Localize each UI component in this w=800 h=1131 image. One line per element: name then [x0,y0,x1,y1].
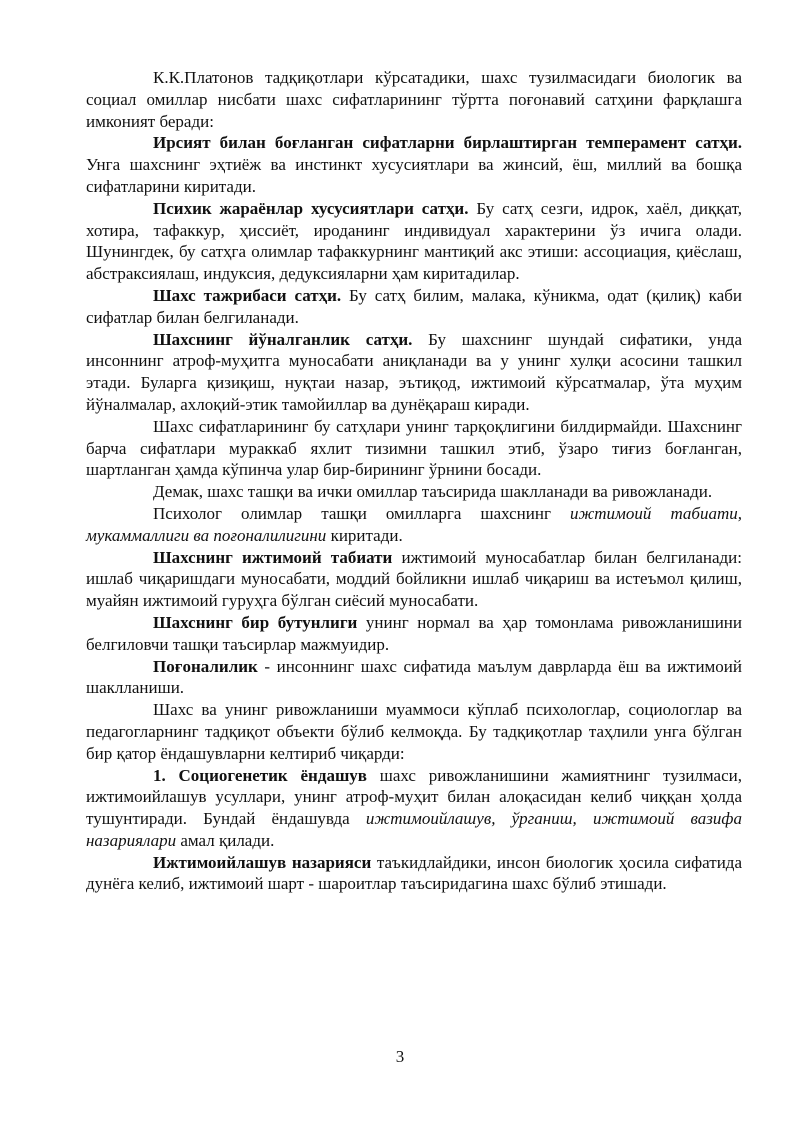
text-run: Унга шахснинг эҳтиёж ва инстинкт хусусиятлари ва жинсий, ёш, миллий ва бошқа сифатларини киритади. [86,155,742,196]
bold-term: Ижтимоийлашув назарияси [153,852,372,872]
paragraph [86,198,742,285]
bold-term: Поғоналилик [153,656,258,676]
bold-term: Ирсият билан боғланган сифатларни бирлаштирган темперамент сатҳи. [153,133,742,153]
bold-term: Шахснинг ижтимоий табиати [153,547,393,567]
paragraph [86,481,742,503]
text-run: К.К.Платонов тадқиқотлари кўрсатадики, шахс тузилмасидаги биологик ва социал омиллар нисбати шахс сифатларининг тўртта поғонавий сатҳини фарқлашга имконият беради: [86,68,742,131]
paragraph [86,699,742,764]
paragraph [86,416,742,481]
text-run: Шахс ва унинг ривожланиши муаммоси кўплаб психологлар, социологлар ва педагогларнинг тадқиқот объекти бўлиб келмоқда. Бу тадқиқотлар таҳлили унга бўлган бир қатор ёндашувларни келтириб чиқарди: [86,700,742,763]
text-run: киритади. [326,525,403,545]
bold-term: Шахснинг бир бутунлиги [153,612,358,632]
text-run: - инсоннинг шахс сифатида маълум даврларда ёш ва ижтимоий шаклланиши. [86,656,742,698]
text-run: Психолог олимлар ташқи омилларга шахснинг [153,503,570,523]
paragraph [86,612,742,656]
body-text [86,67,742,895]
bold-term: 1. Социогенетик ёндашув [153,765,367,785]
text-run: амал қилади. [176,830,275,850]
text-run: ижтимоий муносабатлар билан белгиланади: ишлаб чиқаришдаги муносабати, моддий бойликни ишлаб чиқариш ва истеъмол қилиш, муайян ижтимоий гуруҳга бўлган сиёсий муносабати. [86,547,742,611]
text-run: Бу сатҳ билим, малака, кўникма, одат (қилиқ) каби сифатлар билан белгиланади. [86,285,742,327]
page-number: 3 [395,1047,405,1066]
italic-phrase: ижтимоий табиати, мукаммаллиги ва поғоналилигини [86,503,743,545]
paragraph [86,329,742,416]
text-run: Бу сатҳ сезги, идрок, хаёл, диққат, хотира, тафаккур, ҳиссиёт, ироданинг индивидуал характерини ўз ичига олади. Шунингдек, бу сатҳга олимлар тафаккурнинг мантиқий акс этиши: ассоциация, қиёслаш, абстраксиялаш, индуксия, дедуксияларни ҳам киритадилар. [86,198,743,284]
paragraph [86,132,742,197]
text-run: Демак, шахс ташқи ва ички омиллар таъсирида шаклланади ва ривожланади. [153,482,713,502]
paragraph [86,656,742,700]
bold-term: Шахснинг йўналганлик сатҳи. [153,329,413,349]
paragraph [86,67,742,132]
text-run: Бу шахснинг шундай сифатики, унда инсоннинг атроф-муҳитга муносабати аниқланади ва у унинг хулқи асосини ташкил этади. Буларга қизиқиш, нуқтаи назар, эътиқод, ижтимоий кўрсатмалар, ўта муҳим йўналмалар, ахлоқий-этик тамойиллар ва дунёқараш киради. [86,329,742,414]
text-run: Шахс сифатларининг бу сатҳлари унинг тарқоқлигини билдирмайди. Шахснинг барча сифатлари мураккаб яхлит тизимни ташкил этиб, ўзаро тиғиз боғланган, шартланган ҳамда кўпинча улар бир-бирининг ўрнини босади. [86,416,742,480]
paragraph [86,503,742,547]
paragraph [86,285,742,329]
text-run: унинг нормал ва ҳар томонлама ривожланишини белгиловчи ташқи таъсирлар мажмуидир. [86,612,742,654]
italic-phrase: ижтимоийлашув, ўрганиш, ижтимоий вазифа назариялари [86,809,742,850]
text-run: шахс ривожланишини жамиятнинг тузилмаси, ижтимоийлашув усуллари, унинг атроф-муҳит билан алоқасидан келиб чиққан ҳолда тушунтиради. Бундай ёндашувда [86,765,742,829]
text-run: таъкидлайдики, инсон биологик ҳосила сифатида дунёга келиб, ижтимоий шарт - шароитлар таъсиридагина шахс бўлиб этишади. [86,852,742,894]
bold-term: Психик жараёнлар хусусиятлари сатҳи. [153,198,469,218]
bold-term: Шахс тажрибаси сатҳи. [153,285,342,305]
paragraph [86,852,742,896]
paragraph [86,765,742,852]
paragraph [86,547,742,612]
